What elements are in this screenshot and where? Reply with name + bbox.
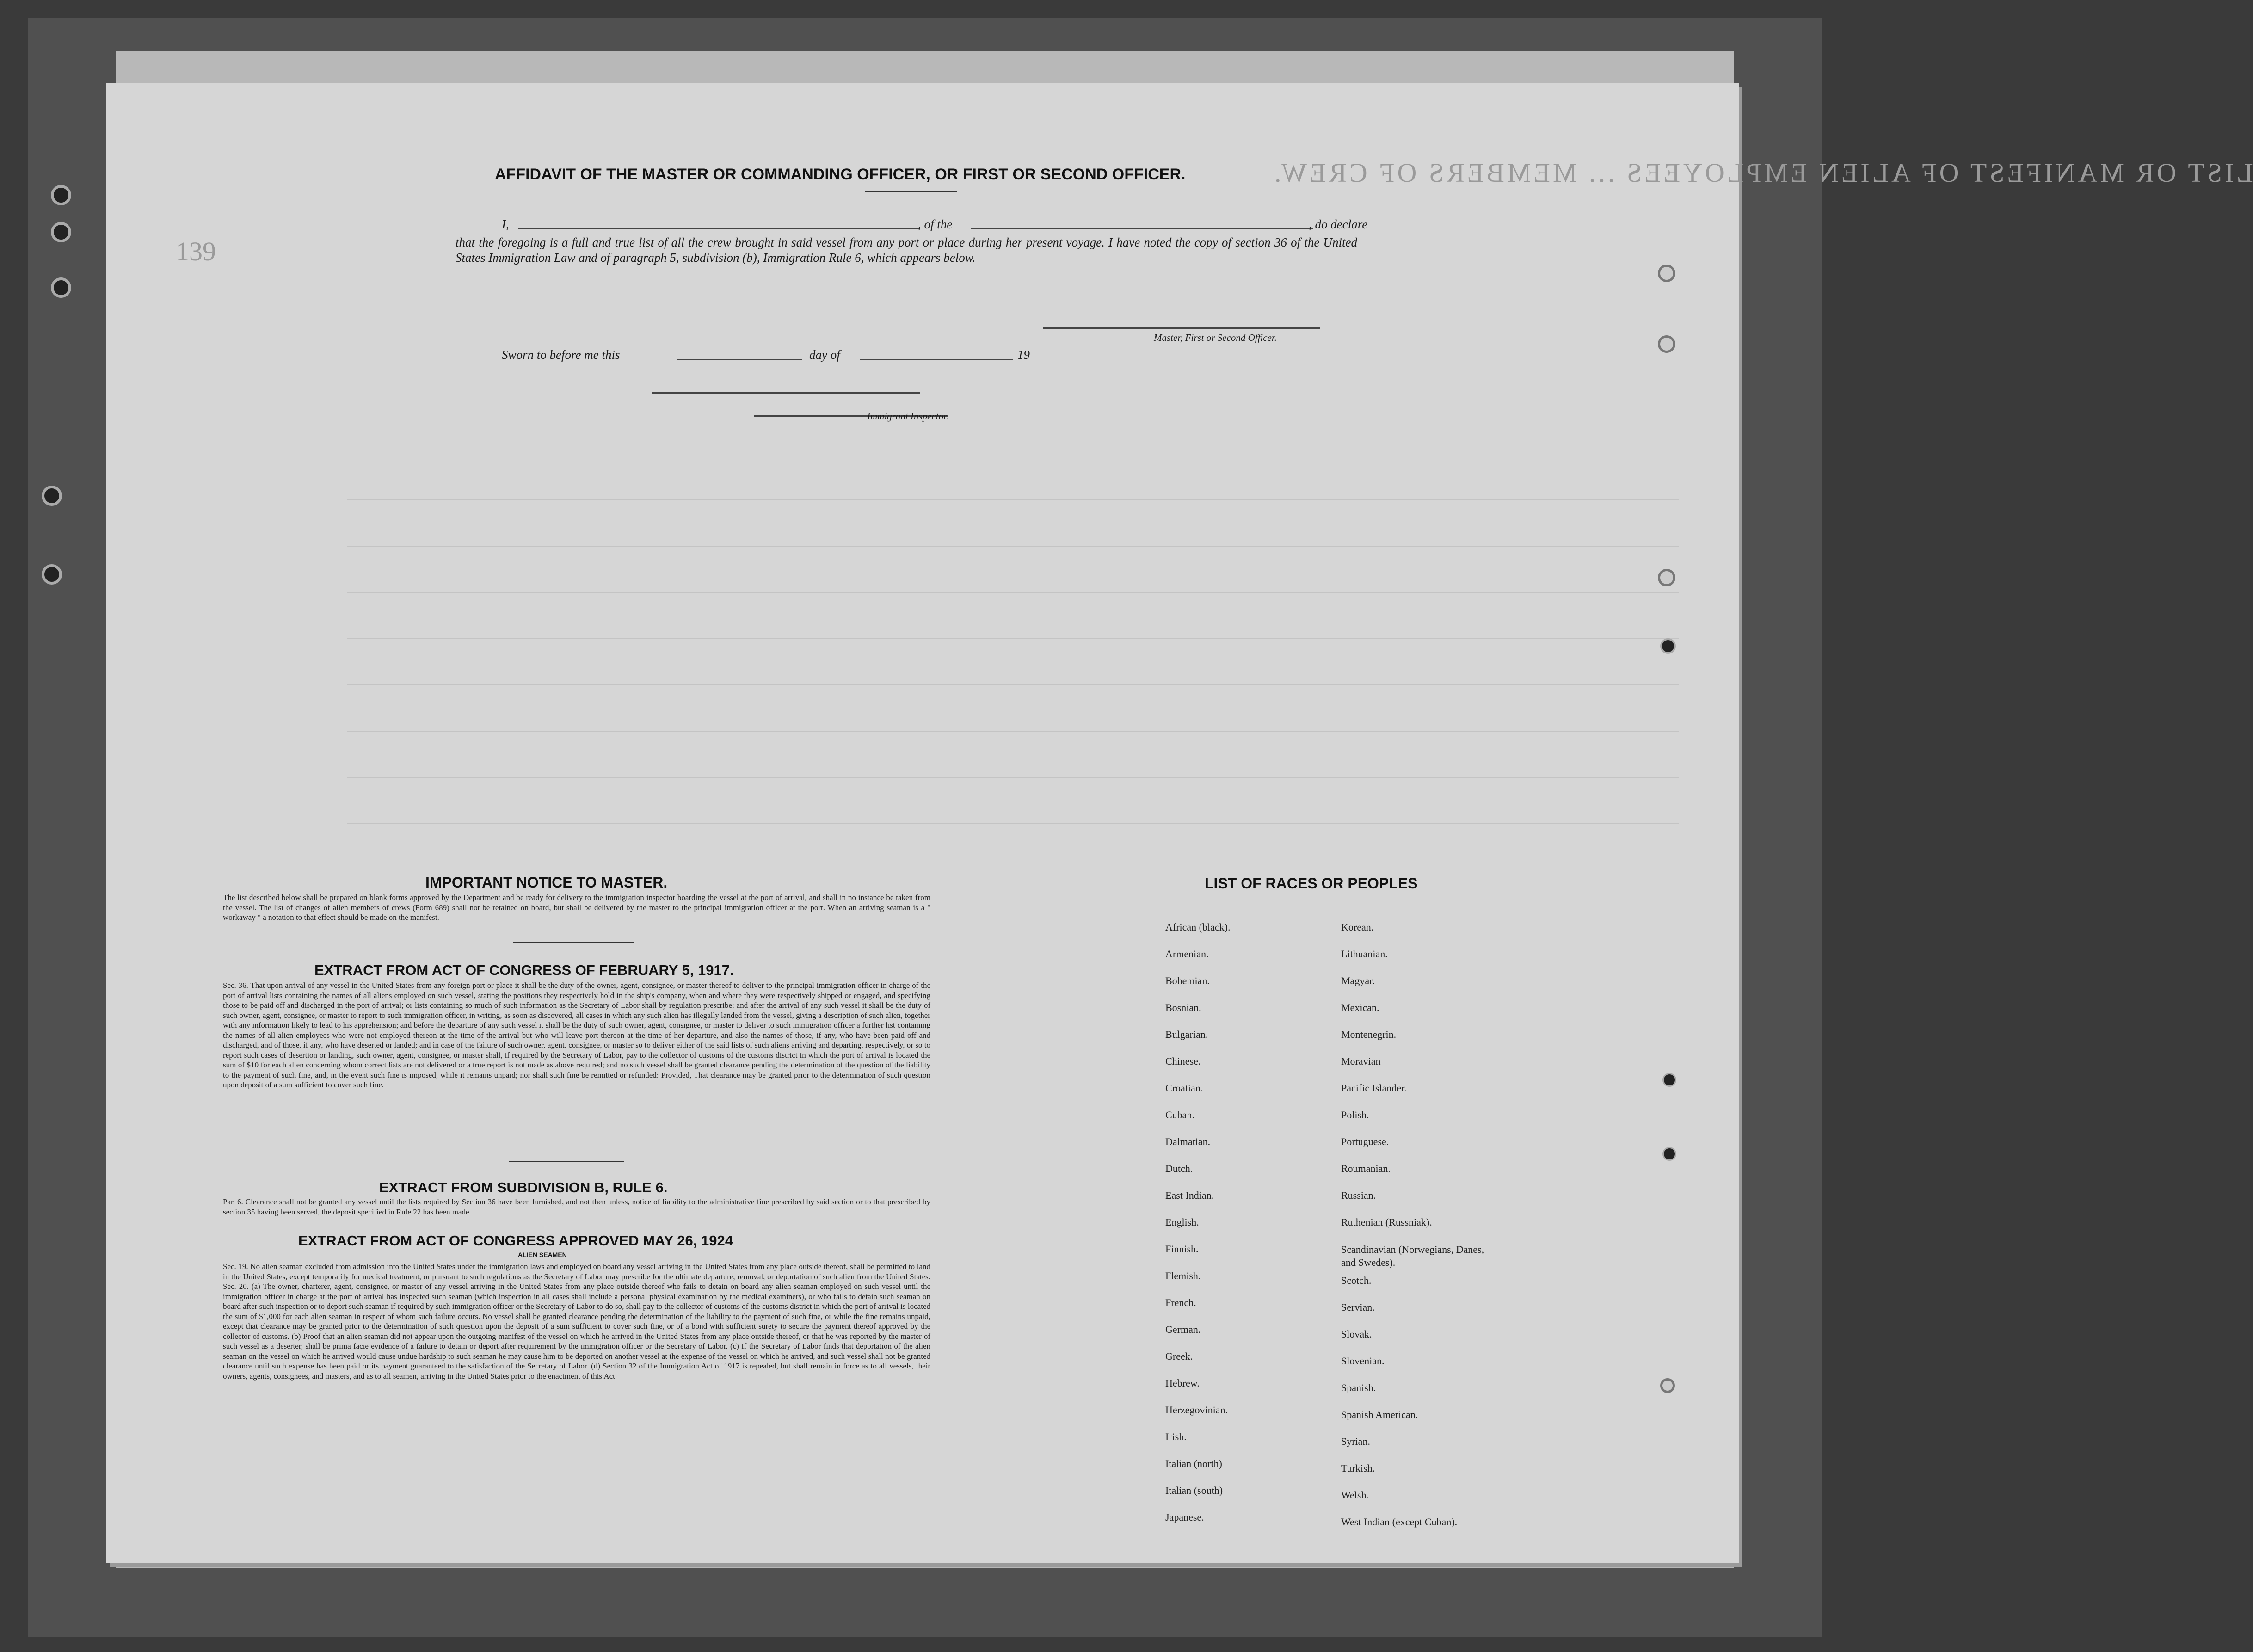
affidavit-i: I, bbox=[502, 217, 509, 231]
ghost-rule bbox=[347, 592, 1679, 593]
race-left-2: Armenian. bbox=[1165, 948, 1209, 960]
sheet-hole bbox=[1658, 265, 1675, 282]
affidavit-of-the: , of the bbox=[918, 217, 953, 231]
ghost-rule bbox=[347, 546, 1679, 547]
race-right-4: Mexican. bbox=[1341, 1002, 1379, 1013]
race-left-21: Italian (north) bbox=[1165, 1458, 1222, 1469]
extract-1917-body: Sec. 36. That upon arrival of any vessel in the United States from any foreign port or place it shall be the duty of the owner, agent, consignee, or master thereof to deliver to the principal immigration officer in charge of the port of arrival lists containing the names of all aliens employed on such vessel, stating the positions they respectively hold in the ship's company, when and where they were respectively shipped or engaged, and specifying those to be paid off and discharged in the port of arrival; or lists containing so much of such information as the Secretary of Labor shall by regulation prescribe; and after the arrival of any such vessel it shall be the duty of such owner, agent, consignee, or master to report to such immigration officer, in writing, as soon as discovered, all cases in which any such alien has illegally landed from the vessel, giving a description of such alien, together with any information likely to lead to his apprehension; and before the departure of any such vessel it shall be the duty of such owner, agent, consignee, or master to deliver to such immigration officer a further list containing the names of all alien employees who were not employed thereon at the time of the arrival but who will leave port thereon at the time of her departure, and also the names of those, if any, who have been paid off and discharged, and of those, if any, who have deserted or landed; and in case of the failure of such owner, agent, consignee, or master so to deliver either of the said lists of such aliens arriving and departing, respectively, or so to report such cases of desertion or landing, such owner, agent, consignee, or master shall, if required by the Secretary of Labor, pay to the collector of customs of the customs district in which the port of arrival is located the sum of $10 for each alien concerning whom correct lists are not delivered or a true report is not made as above required; and no such vessel shall be granted clearance pending the determination of the question of the liability to the payment of such fine, and, in the event such fine is imposed, while it remains unpaid; nor shall such fine be remitted or refunded: Provided, That clearance may be granted prior to the determination of such question upon deposit of a sum sufficient to cover such fine. bbox=[223, 981, 930, 1089]
race-left-11: East Indian. bbox=[1165, 1190, 1214, 1201]
race-left-3: Bohemian. bbox=[1165, 975, 1210, 986]
sheet-hole bbox=[1658, 569, 1675, 586]
ghost-rule bbox=[347, 823, 1679, 824]
race-left-23: Japanese. bbox=[1165, 1511, 1204, 1523]
race-left-20: Irish. bbox=[1165, 1431, 1187, 1442]
title-rule bbox=[865, 191, 957, 192]
inspector-signature-line-1[interactable] bbox=[652, 392, 920, 394]
binder-hole bbox=[42, 564, 62, 585]
race-left-10: Dutch. bbox=[1165, 1163, 1193, 1174]
race-left-1: African (black). bbox=[1165, 921, 1231, 933]
race-right-18: Spanish. bbox=[1341, 1382, 1376, 1393]
binder-hole bbox=[42, 486, 62, 506]
sworn-label: Sworn to before me this bbox=[502, 348, 620, 362]
race-right-2: Lithuanian. bbox=[1341, 948, 1388, 960]
race-right-23: West Indian (except Cuban). bbox=[1341, 1516, 1458, 1528]
race-right-7: Pacific Islander. bbox=[1341, 1082, 1407, 1094]
vessel-blank[interactable] bbox=[971, 228, 1313, 229]
race-left-19: Herzegovinian. bbox=[1165, 1404, 1228, 1416]
race-left-18: Hebrew. bbox=[1165, 1377, 1200, 1389]
affidavit-statement: that the foregoing is a full and true list of all the crew brought in said vessel from any port or place during her present voyage. I have noted the copy of section 36 of the United States Immigration Law and of paragraph 5, subdivision (b), Immigration Rule 6, which appears below. bbox=[456, 235, 1357, 265]
ghost-rule bbox=[347, 684, 1679, 685]
race-left-14: Flemish. bbox=[1165, 1270, 1201, 1282]
ghost-rule bbox=[347, 638, 1679, 639]
sworn-month-blank[interactable] bbox=[860, 359, 1013, 360]
ghost-rule bbox=[347, 731, 1679, 732]
race-right-22: Welsh. bbox=[1341, 1489, 1369, 1501]
race-left-22: Italian (south) bbox=[1165, 1485, 1223, 1496]
race-right-8: Polish. bbox=[1341, 1109, 1369, 1121]
affidavit-declare: , do declare bbox=[1309, 217, 1368, 231]
sheet-hole bbox=[1660, 638, 1676, 654]
race-left-8: Cuban. bbox=[1165, 1109, 1194, 1121]
race-left-16: German. bbox=[1165, 1324, 1201, 1335]
binder-hole bbox=[51, 277, 71, 298]
inspector-signature-label: Immigrant Inspector. bbox=[867, 411, 949, 422]
binder-hole bbox=[51, 222, 71, 242]
section-rule bbox=[513, 942, 634, 943]
extract-1924-subtitle: ALIEN SEAMEN bbox=[518, 1251, 567, 1258]
master-signature-line[interactable] bbox=[1043, 327, 1320, 329]
extract-1924-title: EXTRACT FROM ACT OF CONGRESS APPROVED MAY 26, 1924 bbox=[298, 1233, 733, 1249]
binder-hole bbox=[51, 185, 71, 205]
sheet-hole bbox=[1658, 335, 1675, 353]
race-right-16: Slovak. bbox=[1341, 1328, 1372, 1340]
year-prefix: 19 bbox=[1017, 348, 1030, 362]
day-of-label: day of bbox=[809, 348, 840, 362]
race-left-15: French. bbox=[1165, 1297, 1196, 1308]
race-right-15: Servian. bbox=[1341, 1301, 1375, 1313]
race-left-7: Croatian. bbox=[1165, 1082, 1203, 1094]
race-left-17: Greek. bbox=[1165, 1350, 1193, 1362]
notice-title: IMPORTANT NOTICE TO MASTER. bbox=[425, 874, 668, 891]
race-right-19: Spanish American. bbox=[1341, 1409, 1418, 1420]
race-left-9: Dalmatian. bbox=[1165, 1136, 1211, 1147]
section-rule bbox=[509, 1161, 624, 1162]
race-right-10: Roumanian. bbox=[1341, 1163, 1391, 1174]
race-right-12: Ruthenian (Russniak). bbox=[1341, 1216, 1432, 1228]
race-right-9: Portuguese. bbox=[1341, 1136, 1389, 1147]
race-right-21: Turkish. bbox=[1341, 1462, 1375, 1474]
races-title: LIST OF RACES OR PEOPLES bbox=[1205, 875, 1418, 892]
master-signature-label: Master, First or Second Officer. bbox=[1154, 332, 1277, 343]
race-right-20: Syrian. bbox=[1341, 1436, 1370, 1447]
race-left-5: Bulgarian. bbox=[1165, 1029, 1208, 1040]
name-blank[interactable] bbox=[518, 228, 920, 229]
race-right-5: Montenegrin. bbox=[1341, 1029, 1397, 1040]
race-left-4: Bosnian. bbox=[1165, 1002, 1201, 1013]
race-right-6: Moravian bbox=[1341, 1055, 1381, 1067]
race-left-13: Finnish. bbox=[1165, 1243, 1199, 1255]
ghost-rule bbox=[347, 499, 1679, 500]
race-right-17: Slovenian. bbox=[1341, 1355, 1385, 1367]
sheet-hole bbox=[1662, 1073, 1676, 1087]
form-page bbox=[106, 83, 2253, 1563]
race-right-11: Russian. bbox=[1341, 1190, 1376, 1201]
race-right-13: Scandinavian (Norwegians, Danes, and Swedes). bbox=[1341, 1244, 1484, 1268]
ghost-rule bbox=[347, 777, 1679, 778]
extract-1924-body: Sec. 19. No alien seaman excluded from admission into the United States under the immigration laws and employed on board any vessel arriving in the United States from any place outside thereof, shall be permitted to land in the United States, except temporarily for medical treatment, or pursuant to such regulations as the Secretary of Labor may prescribe for the ultimate departure, removal, or deportation of such alien from the United States. Sec. 20. (a) The owner, charterer, agent, consignee, or master of any vessel arriving in the United States from any place outside thereof who fails to detain on board any alien seaman employed on such vessel until the immigration officer in charge at the port of arrival has inspected such seaman (which inspection in all cases shall include a personal physical examination by the medical examiners), or who fails to detain such seaman on board after such inspection or to deport such seaman if required by such immigration officer or the Secretary of Labor to do so, shall pay to the collector of customs of the customs district in which the port of arrival is located the sum of $1,000 for each alien seaman in respect of whom such failure occurs. No vessel shall be granted clearance pending the determination of the liability to the payment of such fine, or while the fine remains unpaid, except that clearance may be granted prior to the determination of such question upon the deposit of a sum sufficient to cover such fine, or of a bond with sufficient surety to secure the payment thereof approved by the collector of customs. (b) Proof that an alien seaman did not appear upon the outgoing manifest of the vessel on which he arrived in the United States from any place outside thereof, or that he was reported by the master of such vessel as a deserter, shall be prima facie evidence of a failure to detain or deport after requirement by the immigration officer or the Secretary of Labor. (c) If the Secretary of Labor finds that deportation of the alien seaman on the vessel on which he arrived would cause undue hardship to such seaman he may cause him to be deported on another vessel at the expense of the vessel on which he arrived, and such vessel shall not be granted clearance until such expense has been paid or its payment guaranteed to the satisfaction of the Secretary of Labor. (d) Section 32 of the Immigration Act of 1917 is repealed, but shall remain in force as to all vessels, their owners, agents, consignees, and masters, and as to all seamen, arriving in the United States prior to the enactment of this Act. bbox=[223, 1262, 930, 1381]
race-right-14: Scotch. bbox=[1341, 1275, 1372, 1286]
sheet-hole bbox=[1660, 1378, 1675, 1393]
notice-body: The list described below shall be prepared on blank forms approved by the Department and be ready for delivery to the immigration inspector boarding the vessel at the port of arrival, and shall in no instance be taken from the vessel. The list of changes of alien members of crews (Form 689) shall not be retained on board, but shall be delivered by the master to the principal immigration officer at the port. When an arriving seaman is a " workaway " a notation to that effect should be made on the manifest. bbox=[223, 893, 930, 922]
race-right-1: Korean. bbox=[1341, 921, 1374, 933]
sworn-day-blank[interactable] bbox=[677, 359, 802, 360]
race-left-6: Chinese. bbox=[1165, 1055, 1201, 1067]
race-left-12: English. bbox=[1165, 1216, 1199, 1228]
bleed-through-number: 139 bbox=[176, 236, 216, 266]
affidavit-title: AFFIDAVIT OF THE MASTER OR COMMANDING OFFICER, OR FIRST OR SECOND OFFICER. bbox=[495, 166, 1186, 183]
extract-rule6-title: EXTRACT FROM SUBDIVISION B, RULE 6. bbox=[379, 1179, 668, 1196]
bleed-through-header: LIST OR MANIFEST OF ALIEN EMPLOYEES ... MEMBERS OF CREW. bbox=[1272, 158, 2253, 188]
extract-rule6-body: Par. 6. Clearance shall not be granted any vessel until the lists required by Section 36 have been furnished, and not then unless, notice of liability to the administrative fine prescribed by said section or to that prescribed by section 35 having been served, the deposit specified in Rule 22 has been made. bbox=[223, 1197, 930, 1216]
race-right-3: Magyar. bbox=[1341, 975, 1375, 986]
sheet-hole bbox=[1662, 1147, 1676, 1161]
extract-1917-title: EXTRACT FROM ACT OF CONGRESS OF FEBRUARY 5, 1917. bbox=[314, 962, 734, 978]
